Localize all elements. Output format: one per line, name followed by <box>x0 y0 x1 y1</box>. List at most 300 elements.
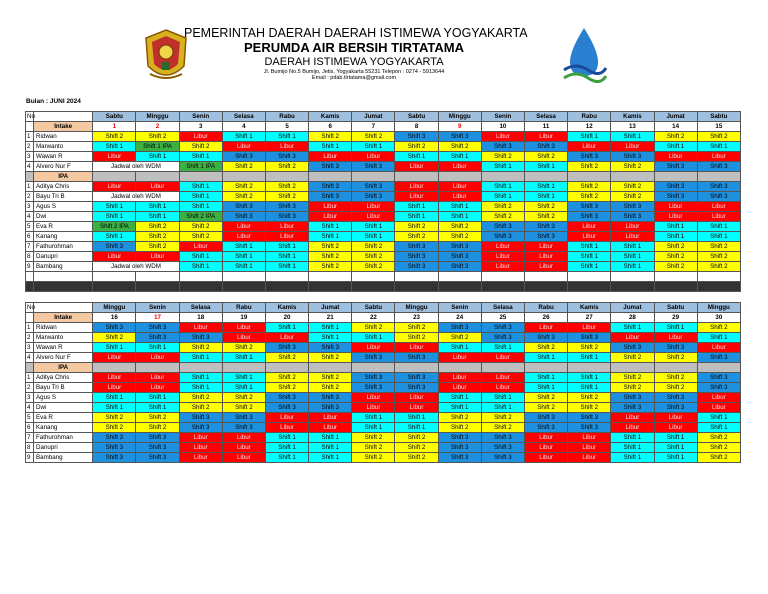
shift-cell: Shift 1 <box>438 152 481 162</box>
shift-cell: Libur <box>222 443 265 453</box>
shift-cell: Shift 1 <box>697 142 740 152</box>
shift-cell: Shift 1 <box>179 373 222 383</box>
shift-cell: Shift 1 <box>697 333 740 343</box>
shift-cell: Shift 2 <box>352 132 395 142</box>
shift-cell: Shift 3 <box>222 423 265 433</box>
shift-cell: Shift 2 IPA <box>93 222 136 232</box>
staff-row <box>26 353 741 363</box>
shift-cell: Shift 2 <box>481 152 524 162</box>
blank-cell <box>697 272 740 282</box>
shift-cell: Shift 2 <box>697 252 740 262</box>
shift-cell: Shift 2 <box>611 373 654 383</box>
blank-cell <box>568 272 611 282</box>
day-name-cell: Jumat <box>309 303 352 313</box>
staff-row <box>26 232 741 242</box>
shift-cell: Shift 1 <box>309 232 352 242</box>
shift-cell: Libur <box>395 162 438 172</box>
shift-cell: Shift 2 <box>93 413 136 423</box>
staff-name: Eva R <box>34 413 93 423</box>
shift-cell: Shift 1 <box>309 333 352 343</box>
shift-cell: Libur <box>93 373 136 383</box>
blank-cell <box>481 272 524 282</box>
shift-cell: Shift 1 <box>438 343 481 353</box>
shift-cell: Shift 3 <box>568 212 611 222</box>
name-header <box>34 112 93 122</box>
no-blank-cell <box>26 313 34 323</box>
shift-cell: Libur <box>352 393 395 403</box>
staff-name: Ridwan <box>34 132 93 142</box>
shift-cell: Shift 3 <box>611 393 654 403</box>
shift-cell: Libur <box>136 353 179 363</box>
schedule-table-16-30 <box>25 302 741 463</box>
shift-cell: Libur <box>524 443 567 453</box>
shift-cell: Shift 1 <box>697 423 740 433</box>
staff-name: Dwi <box>34 403 93 413</box>
shift-cell: Shift 2 <box>395 433 438 443</box>
shift-cell: Shift 3 <box>697 162 740 172</box>
shift-cell: Shift 2 <box>568 182 611 192</box>
row-number: 2 <box>26 192 34 202</box>
group-spacer-cell <box>697 363 740 373</box>
shift-cell: Libur <box>524 132 567 142</box>
group-spacer-cell <box>395 172 438 182</box>
shift-cell: Shift 3 <box>524 423 567 433</box>
row-number: 9 <box>26 453 34 463</box>
date-cell: 26 <box>524 313 567 323</box>
shift-cell: Shift 3 <box>265 393 308 403</box>
shift-cell: Shift 3 <box>395 242 438 252</box>
shift-cell: Libur <box>654 202 697 212</box>
shift-cell: Shift 2 <box>352 323 395 333</box>
row-number: 3 <box>26 152 34 162</box>
shift-cell: Libur <box>481 252 524 262</box>
shift-cell: Shift 1 <box>611 433 654 443</box>
staff-name: Alvero Nur F <box>34 353 93 363</box>
shift-cell: Shift 1 <box>654 323 697 333</box>
shift-cell: Shift 2 <box>395 323 438 333</box>
shift-cell: Libur <box>309 152 352 162</box>
shift-cell: Shift 1 <box>136 403 179 413</box>
staff-row <box>26 443 741 453</box>
date-cell: 2 <box>136 122 179 132</box>
shift-cell: Shift 2 <box>222 343 265 353</box>
shift-cell: Shift 1 <box>568 262 611 272</box>
shift-cell: Shift 3 <box>438 323 481 333</box>
shift-cell: Shift 1 <box>222 373 265 383</box>
shift-cell: Shift 3 <box>524 413 567 423</box>
group-spacer-cell <box>654 363 697 373</box>
shift-cell: Shift 1 <box>438 202 481 212</box>
row-number: 6 <box>26 423 34 433</box>
shift-cell: Libur <box>309 202 352 212</box>
shift-cell: Shift 2 <box>438 232 481 242</box>
shift-cell: Libur <box>568 323 611 333</box>
ipa-group-row <box>26 363 741 373</box>
blank-cell <box>136 272 179 282</box>
shift-cell: Shift 3 <box>136 333 179 343</box>
staff-row <box>26 202 741 212</box>
shift-cell: Shift 1 <box>481 403 524 413</box>
shift-cell: Libur <box>222 232 265 242</box>
shift-cell: Shift 3 <box>265 403 308 413</box>
shift-cell: Shift 3 <box>136 453 179 463</box>
shift-cell: Shift 3 <box>654 182 697 192</box>
shift-cell: Libur <box>438 383 481 393</box>
shift-cell: Shift 3 <box>697 353 740 363</box>
shift-cell: Shift 1 <box>611 132 654 142</box>
shift-cell: Libur <box>352 202 395 212</box>
day-name-cell: Senin <box>438 303 481 313</box>
shift-cell: Shift 1 <box>136 152 179 162</box>
shift-cell: Shift 2 <box>438 333 481 343</box>
shift-cell: Shift 1 <box>309 142 352 152</box>
month-label: Bulan : JUNI 2024 <box>26 98 81 105</box>
staff-name: Aditya Chris <box>34 182 93 192</box>
date-cell: 24 <box>438 313 481 323</box>
shift-cell: Shift 3 <box>309 182 352 192</box>
shift-cell: Shift 2 <box>481 202 524 212</box>
staff-name: Marwanto <box>34 333 93 343</box>
shift-cell: Libur <box>568 453 611 463</box>
day-name-cell: Rabu <box>524 303 567 313</box>
shift-cell: Shift 1 <box>524 182 567 192</box>
day-name-cell: Sabtu <box>352 303 395 313</box>
day-name-cell: Minggu <box>136 112 179 122</box>
shift-cell: Libur <box>395 403 438 413</box>
row-number: 4 <box>26 403 34 413</box>
staff-name: Danupri <box>34 443 93 453</box>
shift-cell: Shift 1 <box>568 383 611 393</box>
shift-cell: Shift 3 <box>222 212 265 222</box>
group-spacer-cell <box>309 363 352 373</box>
group-spacer-cell <box>136 363 179 373</box>
shift-cell: Shift 3 <box>93 323 136 333</box>
day-name-cell: Selasa <box>179 303 222 313</box>
staff-row <box>26 433 741 443</box>
shift-cell: Shift 2 <box>697 323 740 333</box>
group-spacer-cell <box>395 363 438 373</box>
shift-cell: Libur <box>352 403 395 413</box>
shift-cell: Shift 2 <box>352 453 395 463</box>
shift-cell: Shift 3 <box>179 333 222 343</box>
date-cell: 4 <box>222 122 265 132</box>
shift-cell: Shift 2 <box>265 383 308 393</box>
row-number: 3 <box>26 393 34 403</box>
shift-cell: Shift 2 <box>352 433 395 443</box>
staff-row <box>26 453 741 463</box>
shift-cell: Shift 1 <box>568 242 611 252</box>
shift-cell: Libur <box>481 383 524 393</box>
shift-cell: Shift 1 <box>395 413 438 423</box>
shift-cell: Shift 1 <box>179 262 222 272</box>
shift-cell: Shift 2 <box>179 142 222 152</box>
shift-cell: Shift 2 <box>179 403 222 413</box>
shift-cell: Shift 3 <box>438 453 481 463</box>
shift-cell: Shift 3 <box>309 393 352 403</box>
date-header-row <box>26 313 741 323</box>
shift-cell: Shift 2 <box>309 353 352 363</box>
shift-cell: Shift 1 <box>179 202 222 212</box>
shift-cell: Shift 1 <box>136 202 179 212</box>
shift-cell: Shift 1 <box>265 242 308 252</box>
shift-cell: Shift 3 <box>352 383 395 393</box>
shift-cell: Libur <box>136 252 179 262</box>
staff-row <box>26 142 741 152</box>
shift-cell: Shift 1 <box>352 142 395 152</box>
shift-cell: Libur <box>222 142 265 152</box>
shift-cell: Libur <box>611 423 654 433</box>
shift-cell: Shift 2 <box>654 373 697 383</box>
shift-cell: Libur <box>265 423 308 433</box>
group-spacer-cell <box>611 363 654 373</box>
shift-cell: Shift 2 <box>524 403 567 413</box>
shift-cell: Shift 1 <box>568 132 611 142</box>
shift-cell: Shift 3 <box>222 152 265 162</box>
shift-cell: Libur <box>222 222 265 232</box>
staff-row <box>26 403 741 413</box>
staff-row <box>26 323 741 333</box>
blank-cell <box>179 272 222 282</box>
separator-cell <box>697 282 740 292</box>
separator-cell <box>438 282 481 292</box>
shift-cell: Shift 3 <box>395 132 438 142</box>
shift-cell: Libur <box>697 152 740 162</box>
shift-cell: Shift 1 <box>524 162 567 172</box>
shift-cell: Shift 3 <box>352 353 395 363</box>
shift-cell: Shift 2 <box>697 453 740 463</box>
shift-cell: Shift 1 <box>438 393 481 403</box>
shift-cell: Shift 2 <box>395 453 438 463</box>
shift-cell: Libur <box>568 433 611 443</box>
separator-cell <box>26 282 34 292</box>
shift-cell: Shift 2 <box>697 132 740 142</box>
group-spacer-cell <box>568 172 611 182</box>
shift-cell: Libur <box>222 333 265 343</box>
shift-cell: Shift 3 <box>568 423 611 433</box>
day-name-cell: Selasa <box>481 303 524 313</box>
date-cell: 1 <box>93 122 136 132</box>
shift-cell: Shift 2 <box>654 383 697 393</box>
separator-cell <box>93 282 136 292</box>
shift-cell: Shift 3 <box>265 343 308 353</box>
blank-row <box>26 272 741 282</box>
shift-cell: Shift 2 <box>93 132 136 142</box>
no-blank-cell <box>26 172 34 182</box>
shift-cell: Shift 1 <box>524 192 567 202</box>
shift-cell: Shift 1 <box>697 222 740 232</box>
row-number: 3 <box>26 343 34 353</box>
shift-cell: Shift 1 <box>352 232 395 242</box>
blank-cell <box>395 272 438 282</box>
group-spacer-cell <box>265 363 308 373</box>
shift-cell: Libur <box>352 152 395 162</box>
shift-cell: Shift 1 <box>395 152 438 162</box>
blank-cell <box>34 272 93 282</box>
shift-cell: Shift 1 <box>309 323 352 333</box>
shift-cell: Shift 1 <box>93 202 136 212</box>
staff-name: Dwi <box>34 212 93 222</box>
shift-cell: Shift 2 <box>654 132 697 142</box>
shift-cell: Shift 1 <box>222 262 265 272</box>
shift-cell: Shift 1 <box>179 353 222 363</box>
shift-cell: Shift 3 <box>309 403 352 413</box>
row-number: 1 <box>26 323 34 333</box>
shift-cell: Shift 2 <box>611 182 654 192</box>
date-cell: 29 <box>654 313 697 323</box>
date-cell: 9 <box>438 122 481 132</box>
shift-cell: Jadwal oleh WDM <box>93 192 179 202</box>
intake-group-label: Intake <box>34 313 93 323</box>
staff-row <box>26 262 741 272</box>
shift-cell: Libur <box>481 262 524 272</box>
shift-cell: Shift 1 <box>179 152 222 162</box>
intake-group-label: Intake <box>34 122 93 132</box>
shift-cell: Shift 3 <box>654 192 697 202</box>
ipa-group-label: IPA <box>34 172 93 182</box>
shift-cell: Shift 3 <box>309 343 352 353</box>
shift-cell: Shift 3 <box>438 443 481 453</box>
shift-cell: Shift 2 <box>654 252 697 262</box>
day-name-cell: Kamis <box>265 303 308 313</box>
shift-cell: Shift 2 <box>568 393 611 403</box>
shift-cell: Shift 2 <box>136 423 179 433</box>
shift-cell: Shift 2 <box>524 152 567 162</box>
group-spacer-cell <box>93 363 136 373</box>
shift-cell: Shift 3 <box>524 333 567 343</box>
shift-cell: Shift 3 <box>93 433 136 443</box>
shift-cell: Libur <box>654 212 697 222</box>
shift-cell: Shift 2 <box>438 413 481 423</box>
separator-cell <box>309 282 352 292</box>
shift-cell: Shift 3 <box>395 262 438 272</box>
shift-cell: Shift 1 <box>179 383 222 393</box>
staff-name: Bambang <box>34 262 93 272</box>
shift-cell: Shift 2 <box>395 142 438 152</box>
row-number: 1 <box>26 373 34 383</box>
shift-cell: Jadwal oleh WDM <box>93 262 179 272</box>
shift-cell: Shift 3 <box>481 142 524 152</box>
shift-cell: Shift 1 IPA <box>136 142 179 152</box>
row-number: 1 <box>26 132 34 142</box>
day-header-row <box>26 112 741 122</box>
staff-row <box>26 252 741 262</box>
shift-cell: Shift 3 <box>265 212 308 222</box>
staff-row <box>26 373 741 383</box>
shift-cell: Shift 2 <box>265 353 308 363</box>
shift-cell: Libur <box>179 453 222 463</box>
shift-cell: Libur <box>524 262 567 272</box>
shift-cell: Libur <box>309 212 352 222</box>
shift-cell: Libur <box>438 373 481 383</box>
shift-cell: Shift 1 <box>654 433 697 443</box>
shift-cell: Libur <box>352 212 395 222</box>
shift-cell: Shift 1 <box>481 192 524 202</box>
staff-name: Danupri <box>34 252 93 262</box>
shift-cell: Shift 3 <box>481 222 524 232</box>
shift-cell: Libur <box>438 353 481 363</box>
shift-cell: Shift 2 <box>481 423 524 433</box>
shift-cell: Libur <box>438 192 481 202</box>
shift-cell: Shift 2 <box>179 232 222 242</box>
shift-cell: Libur <box>524 453 567 463</box>
shift-cell: Shift 1 <box>654 222 697 232</box>
shift-cell: Libur <box>93 353 136 363</box>
shift-cell: Shift 1 <box>395 202 438 212</box>
blank-cell <box>654 272 697 282</box>
separator-row <box>26 282 741 292</box>
shift-cell: Shift 1 <box>352 333 395 343</box>
shift-cell: Shift 1 <box>265 443 308 453</box>
shift-cell: Shift 2 <box>611 162 654 172</box>
date-cell: 3 <box>179 122 222 132</box>
blank-cell <box>352 272 395 282</box>
group-spacer-cell <box>352 172 395 182</box>
shift-cell: Shift 1 <box>222 242 265 252</box>
staff-name: Wawan R <box>34 152 93 162</box>
shift-cell: Shift 1 <box>222 353 265 363</box>
shift-cell: Shift 3 <box>568 413 611 423</box>
shift-cell: Libur <box>568 232 611 242</box>
shift-cell: Shift 2 <box>93 333 136 343</box>
shift-cell: Shift 1 <box>179 182 222 192</box>
shift-cell: Shift 1 <box>481 393 524 403</box>
shift-cell: Shift 3 <box>136 433 179 443</box>
shift-cell: Shift 2 <box>611 383 654 393</box>
shift-cell: Shift 2 <box>395 222 438 232</box>
staff-name: Marwanto <box>34 142 93 152</box>
staff-row <box>26 222 741 232</box>
staff-row <box>26 383 741 393</box>
shift-cell: Shift 3 <box>481 232 524 242</box>
shift-cell: Libur <box>136 373 179 383</box>
shift-cell: Shift 3 <box>524 232 567 242</box>
shift-cell: Shift 3 <box>568 202 611 212</box>
shift-cell: Shift 3 <box>395 252 438 262</box>
shift-cell: Shift 2 <box>309 242 352 252</box>
day-name-cell: Senin <box>179 112 222 122</box>
separator-cell <box>395 282 438 292</box>
shift-cell: Libur <box>136 182 179 192</box>
shift-cell: Shift 2 <box>611 353 654 363</box>
day-name-cell: Selasa <box>222 112 265 122</box>
shift-cell: Shift 1 <box>309 443 352 453</box>
shift-cell: Libur <box>309 423 352 433</box>
row-number: 2 <box>26 142 34 152</box>
group-spacer-cell <box>179 363 222 373</box>
shift-cell: Shift 3 <box>352 182 395 192</box>
date-cell: 16 <box>93 313 136 323</box>
header-line-company: PERUMDA AIR BERSIH TIRTATAMA <box>243 40 465 55</box>
shift-cell: Libur <box>438 162 481 172</box>
separator-cell <box>611 282 654 292</box>
blank-cell <box>265 272 308 282</box>
ipa-group-label: IPA <box>34 363 93 373</box>
shift-cell: Shift 2 <box>136 242 179 252</box>
shift-cell: Libur <box>611 142 654 152</box>
staff-row <box>26 242 741 252</box>
shift-cell: Shift 1 <box>265 433 308 443</box>
date-cell: 10 <box>481 122 524 132</box>
shift-cell: Shift 3 <box>309 192 352 202</box>
separator-cell <box>352 282 395 292</box>
shift-cell: Shift 1 <box>697 232 740 242</box>
shift-cell: Libur <box>395 192 438 202</box>
date-cell: 8 <box>395 122 438 132</box>
shift-cell: Libur <box>395 182 438 192</box>
shift-cell: Shift 3 <box>654 393 697 403</box>
shift-cell: Shift 2 <box>481 413 524 423</box>
shift-cell: Shift 1 <box>524 373 567 383</box>
